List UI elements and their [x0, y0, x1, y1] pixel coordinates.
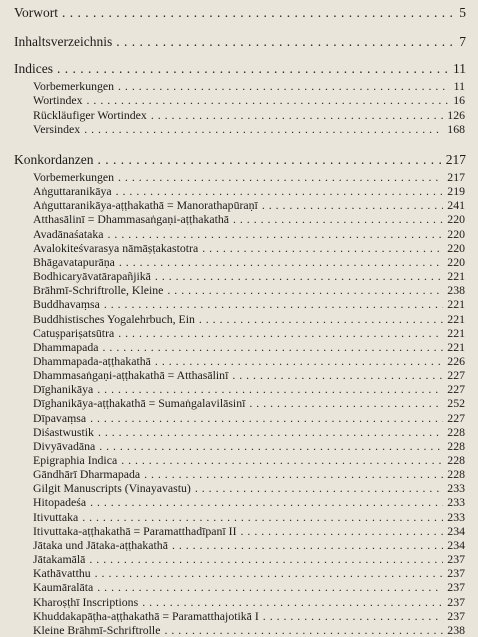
dot-leader [118, 172, 443, 184]
toc-entry-page: 219 [447, 184, 465, 199]
dot-leader [90, 497, 443, 509]
toc-entry[interactable] [0, 523, 478, 538]
toc-entry[interactable] [0, 370, 478, 382]
toc-entry-page: 237 [447, 594, 465, 609]
toc-entry-title: Itivuttaka-aṭṭhakathā = Paramatthadīpanī II [33, 523, 237, 538]
toc-entry[interactable] [0, 398, 478, 410]
toc-entry[interactable] [0, 299, 478, 311]
toc-entry-title: Dīghanikāya [33, 382, 94, 397]
toc-entry-title: Jātaka und Jātaka-aṭṭhakathā [33, 537, 168, 552]
toc-entry-page: 234 [447, 537, 465, 552]
toc-entry-page: 16 [453, 93, 465, 108]
toc-entry-title: Bhāgavatapurāṇa [33, 254, 115, 269]
toc-entry[interactable] [0, 172, 478, 184]
toc-entry-page: 238 [447, 622, 465, 637]
toc-section-title: Konkordanzen [14, 152, 94, 167]
toc-entry[interactable] [0, 226, 478, 241]
dot-leader [155, 271, 443, 283]
toc-page-number: 7 [459, 34, 466, 49]
dot-leader [108, 229, 444, 241]
toc-entry-title: Rückläufiger Wortindex [33, 107, 147, 122]
dot-leader [84, 124, 443, 136]
toc-entry-title: Dīpavaṃsa [33, 410, 87, 425]
toc-entry[interactable] [0, 254, 478, 269]
dot-leader [87, 95, 450, 107]
toc-entry-title: Khuddakapāṭha-aṭṭhakathā = Paramatthajotikā I [33, 608, 259, 623]
dot-leader [167, 285, 443, 297]
toc-entry-page: 221 [447, 325, 465, 340]
dot-leader [151, 110, 443, 122]
toc-entry[interactable] [0, 622, 478, 637]
dot-leader [121, 455, 443, 467]
dot-leader [263, 611, 444, 623]
toc-entry-title: Hitopadeśa [33, 495, 87, 510]
toc-entry[interactable] [0, 424, 478, 439]
toc-entry-title: Itivuttaka [33, 509, 79, 524]
dot-leader [95, 568, 444, 580]
toc-entry-title: Jātakamālā [33, 552, 86, 567]
toc-entry-title: Dhammapada-aṭṭhakathā [33, 353, 151, 368]
toc-entry-title: Avalokiteśvarasya nāmāṣṭakastotra [33, 240, 199, 255]
toc-entry-title: Dīghanikāya-aṭṭhakathā = Sumaṅgalavilāsinī [33, 396, 246, 411]
toc-entry-title: Catuṣpariṣatsūtra [33, 325, 115, 340]
toc-entry-title: Dhammasaṅgaṇi-aṭṭhakathā = Atthasālinī [33, 368, 229, 383]
toc-page-number: 5 [459, 5, 466, 20]
dot-leader [144, 469, 443, 481]
dot-leader [233, 214, 443, 226]
toc-entry-page: 228 [447, 453, 465, 467]
toc-section-title: Vorwort [14, 5, 59, 20]
toc-entry[interactable] [0, 81, 478, 93]
toc-entry-page: 233 [447, 481, 465, 496]
toc-entry-page: 168 [447, 121, 465, 136]
toc-entry-page: 237 [447, 580, 465, 595]
toc-entry-title: Gilgit Manuscripts (Vinayavastu) [33, 481, 191, 496]
toc-entry[interactable] [0, 410, 478, 425]
toc-entry-page: 11 [453, 79, 465, 93]
dot-leader [249, 398, 443, 410]
toc-entry-page: 228 [447, 424, 465, 439]
toc-entry-page: 220 [447, 212, 465, 227]
toc-entry-page: 220 [447, 226, 465, 241]
toc-entry[interactable] [0, 594, 478, 609]
toc-entry[interactable] [0, 107, 478, 122]
toc-entry[interactable] [0, 509, 478, 524]
toc-entry-page: 252 [447, 396, 465, 411]
toc-entry[interactable] [0, 285, 478, 297]
toc-entry[interactable] [0, 214, 478, 226]
toc-entry-title: Atthasālinī = Dhammasaṅgaṇi-aṭṭhakathā [33, 212, 229, 227]
toc-entry-page: 226 [447, 353, 465, 368]
toc-section-konkordanzen[interactable] [0, 153, 478, 167]
dot-leader [103, 342, 444, 354]
toc-entry-page: 233 [447, 509, 465, 524]
toc-entry-page: 228 [447, 467, 465, 482]
toc-section-inhaltsverzeichnis[interactable] [0, 35, 478, 49]
toc-entry-title: Divyāvadāna [33, 438, 96, 453]
toc-entry[interactable] [0, 483, 478, 495]
toc-entry[interactable] [0, 240, 478, 255]
dot-leader [99, 441, 443, 453]
toc-page-number: 11 [453, 61, 466, 76]
toc-entry-title: Buddhistisches Yogalehrbuch, Ein [33, 311, 195, 326]
dot-leader [202, 243, 443, 255]
toc-entry-title: Kathāvatthu [33, 566, 91, 581]
toc-entry-title: Vorbemerkungen [33, 170, 115, 184]
toc-entry-page: 227 [447, 382, 465, 397]
toc-entry-page: 220 [447, 240, 465, 255]
dot-leader [97, 384, 443, 396]
toc-entry-title: Gāndhārī Dharmapada [33, 467, 141, 482]
toc-entry-page: 221 [447, 339, 465, 354]
toc-entry-title: Kaumāralāta [33, 580, 94, 595]
dot-leader [116, 35, 455, 49]
dot-leader [90, 413, 443, 425]
dot-leader [82, 512, 443, 524]
toc-entry[interactable] [0, 469, 478, 481]
toc-entry-page: 227 [447, 368, 465, 383]
toc-entry-page: 237 [447, 608, 465, 623]
toc-entry[interactable] [0, 497, 478, 509]
toc-entry[interactable] [0, 353, 478, 368]
toc-entry-title: Wortindex [33, 93, 83, 108]
dot-leader [97, 153, 441, 167]
toc-entry-page: 237 [447, 552, 465, 567]
toc-section-title: Inhaltsverzeichnis [14, 34, 113, 49]
toc-entry[interactable] [0, 537, 478, 552]
dot-leader [199, 314, 443, 326]
toc-entry[interactable] [0, 311, 478, 326]
dot-leader [118, 328, 443, 340]
toc-entry-page: 220 [447, 254, 465, 269]
toc-entry-title: Kharoṣṭhī Inscriptions [33, 594, 139, 609]
toc-entry-title: Bodhicaryāvatārapañjikā [33, 269, 151, 284]
toc-entry[interactable] [0, 455, 478, 467]
dot-leader [98, 427, 443, 439]
toc-entry-title: Epigraphia Indica [33, 453, 118, 467]
dot-leader [142, 597, 443, 609]
toc-entry-page: 234 [447, 523, 465, 538]
toc-entry[interactable] [0, 582, 478, 594]
toc-entry[interactable] [0, 554, 478, 566]
dot-leader [195, 483, 443, 495]
toc-entry[interactable] [0, 608, 478, 623]
dot-leader [89, 554, 443, 566]
dot-leader [118, 81, 450, 93]
toc-entry-title: Brāhmī-Schriftrolle, Kleine [33, 283, 164, 298]
dot-leader [262, 200, 443, 212]
toc-entry[interactable] [0, 95, 478, 107]
toc-entry[interactable] [0, 339, 478, 354]
toc-entry-page: 233 [447, 495, 465, 510]
toc-entry-title: Vorbemerkungen [33, 79, 115, 93]
dot-leader [57, 62, 449, 76]
dot-leader [119, 257, 443, 269]
toc-entry[interactable] [0, 325, 478, 340]
toc-entry-title: Avadānaśataka [33, 226, 104, 241]
toc-entry-title: Diśastwustik [33, 424, 94, 439]
toc-entry-page: 221 [447, 269, 465, 284]
toc-section-vorwort[interactable] [0, 6, 478, 20]
toc-entry-page: 221 [447, 297, 465, 312]
toc-entry-page: 238 [447, 283, 465, 298]
dot-leader [172, 540, 443, 552]
toc-section-indices[interactable] [0, 62, 478, 76]
toc-entry-title: Buddhavaṃsa [33, 297, 100, 312]
toc-entry-page: 126 [447, 107, 465, 122]
toc-entry-title: Aṅguttaranikāya-aṭṭhakathā = Manorathapūraṇī [33, 198, 258, 213]
toc-entry[interactable] [0, 200, 478, 212]
toc-page-number: 217 [445, 152, 466, 167]
toc-entry-title: Kleine Brāhmī-Schriftrolle [33, 622, 161, 637]
dot-leader [164, 625, 443, 637]
toc-entry-page: 227 [447, 410, 465, 425]
toc-entry[interactable] [0, 271, 478, 283]
toc-entry-title: Dhammapada [33, 339, 99, 354]
toc-entry[interactable] [0, 568, 478, 580]
dot-leader [116, 186, 444, 198]
dot-leader [104, 299, 443, 311]
toc-entry-page: 237 [447, 566, 465, 581]
dot-leader [241, 526, 444, 538]
toc-entry[interactable] [0, 438, 478, 453]
toc-entry[interactable] [0, 186, 478, 198]
toc-entry[interactable] [0, 121, 478, 136]
dot-leader [232, 370, 443, 382]
dot-leader [62, 6, 455, 20]
toc-entry-page: 217 [447, 170, 465, 184]
dot-leader [97, 582, 443, 594]
toc-entry-page: 228 [447, 438, 465, 453]
toc-entry-page: 241 [447, 198, 465, 213]
toc-section-title: Indices [14, 61, 53, 76]
toc-entry-page: 221 [447, 311, 465, 326]
dot-leader [155, 356, 443, 368]
toc-entry-title: Versindex [33, 121, 81, 136]
toc-entry[interactable] [0, 384, 478, 396]
toc-entry-title: Aṅguttaranikāya [33, 184, 112, 199]
